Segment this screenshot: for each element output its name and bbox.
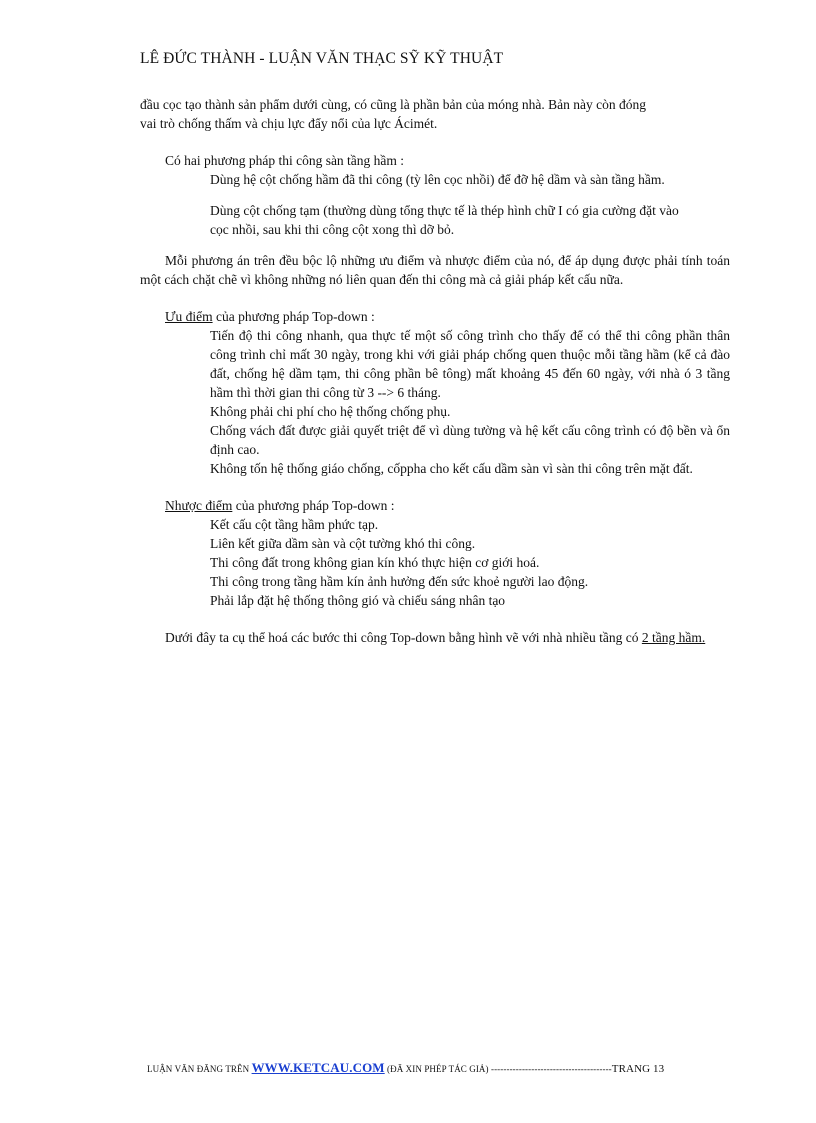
- disadvantages-heading: [165, 496, 730, 515]
- footer-prefix: LUẬN VĂN ĐĂNG TRÊN: [147, 1064, 252, 1074]
- page-footer: [147, 1060, 664, 1076]
- page-header: LÊ ĐỨC THÀNH - LUẬN VĂN THẠC SỸ KỸ THUẬT: [140, 50, 504, 67]
- document-body: [140, 95, 730, 647]
- disadvantages-label: Nhược điểm: [165, 498, 233, 513]
- intro-line-1: đầu cọc tạo thành sản phẩm dưới cùng, có cũng là phần bản của móng nhà. Bản này còn đóng: [140, 97, 646, 112]
- note-paragraph: Mỗi phương án trên đều bộc lộ những ưu điểm và nhược điểm của nó, để áp dụng được phải tính toán một cách chặt chẽ vì không những nó liên quan đến thi công mà cả giải pháp kết cấu nữa.: [140, 253, 730, 287]
- advantage-item: Tiến độ thi công nhanh, qua thực tế một số công trình cho thấy để có thể thi công phần thân công trình chỉ mất 30 ngày, trong khi với giải pháp chống quen thuộc mỗi tầng hầm (kể cả đào đất, chống hệ dầm tạm, thi công phần bê tông) mất khoảng 45 đến 60 ngày, với nhà ó 3 tầng hầm thì thời gian thi công từ 3 --> 6 tháng.: [210, 328, 730, 400]
- advantage-item: Chống vách đất được giải quyết triệt để vì dùng tường và hệ kết cấu công trình có độ bền và ổn định cao.: [210, 423, 730, 457]
- page-number: TRANG 13: [611, 1063, 665, 1075]
- disadvantage-item: Phải lắp đặt hệ thống thông gió và chiếu sáng nhân tạo: [210, 593, 506, 608]
- disadvantage-item: Liên kết giữa dầm sàn và cột tường khó thi công.: [210, 536, 476, 551]
- intro-line-2: vai trò chống thấm và chịu lực đẩy nổi của lực Ácimét.: [140, 116, 438, 131]
- closing-text: Dưới đây ta cụ thể hoá các bước thi công Top-down bằng hình vẽ với nhà nhiều tầng có: [165, 630, 642, 645]
- footer-suffix: (ĐÃ XIN PHÉP TÁC GIẢ) ---------------------------------------: [384, 1064, 612, 1074]
- disadvantage-item: Thi công trong tầng hầm kín ảnh hưởng đến sức khoẻ người lao động.: [210, 574, 589, 589]
- method-item-1: Dùng hệ cột chống hầm đã thi công (tỳ lên cọc nhồi) để đỡ hệ dầm và sàn tầng hầm.: [210, 172, 665, 187]
- disadvantage-item: Thi công đất trong không gian kín khó thực hiện cơ giới hoá.: [210, 555, 540, 570]
- advantages-label-rest: của phương pháp Top-down :: [212, 309, 375, 324]
- closing-paragraph: [140, 628, 730, 647]
- advantage-item: Không phải chi phí cho hệ thống chống phụ.: [210, 404, 451, 419]
- advantages-heading: [165, 307, 730, 326]
- disadvantage-item: Kết cấu cột tầng hầm phức tạp.: [210, 517, 379, 532]
- method-item-2-line-1: Dùng cột chống tạm (thường dùng tổng thực tế là thép hình chữ I có gia cường đặt vào: [210, 203, 679, 218]
- advantage-item: Không tốn hệ thống giáo chống, cốppha cho kết cấu dầm sàn vì sàn thi công trên mặt đất.: [210, 461, 693, 476]
- disadvantages-label-rest: của phương pháp Top-down :: [232, 498, 395, 513]
- method-item-2-line-2: cọc nhồi, sau khi thi công cột xong thì dỡ bỏ.: [210, 222, 455, 237]
- advantages-label: Ưu điểm: [165, 309, 213, 324]
- methods-lead: Có hai phương pháp thi công sàn tầng hầm :: [165, 153, 405, 168]
- closing-underlined: 2 tầng hầm.: [641, 630, 706, 645]
- footer-website-link[interactable]: WWW.KETCAU.COM: [251, 1060, 385, 1075]
